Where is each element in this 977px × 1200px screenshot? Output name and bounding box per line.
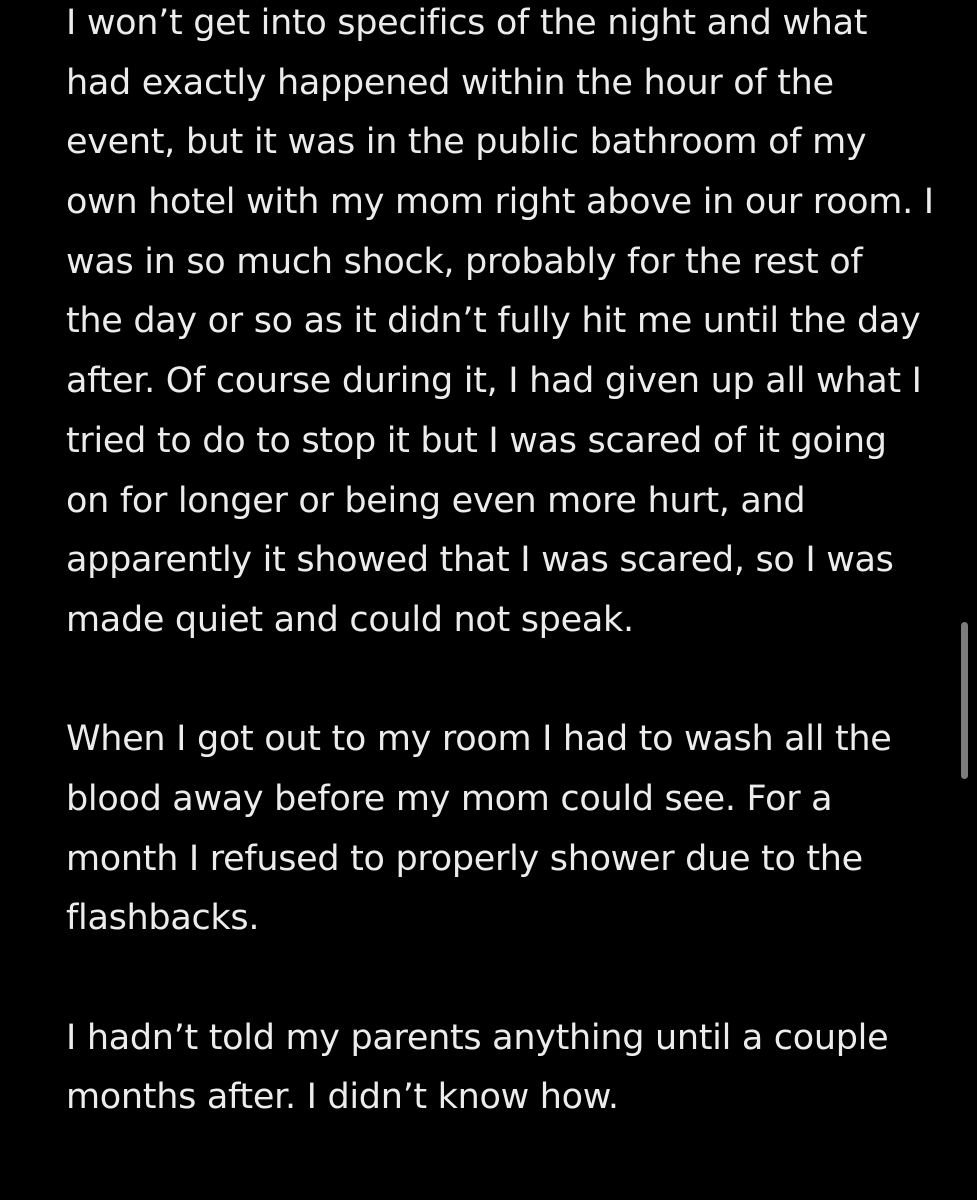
text-line: months after. I didn’t know how.	[66, 1077, 619, 1118]
text-line: made quiet and could not speak.	[66, 599, 634, 640]
paragraph-gap	[66, 949, 928, 1009]
text-line: own hotel with my mom right above in our room. I	[66, 182, 934, 223]
text-line: after. Of course during it, I had given up all what I	[66, 361, 922, 402]
text-line: When I got out to my room I had to wash all the	[66, 719, 892, 760]
text-line: I hadn’t told my parents anything until a couple	[66, 1017, 889, 1058]
text-line: the day or so as it didn’t fully hit me until the day	[66, 301, 921, 342]
text-line: had exactly happened within the hour of the	[66, 62, 834, 103]
text-line: tried to do to stop it but I was scared of it going	[66, 420, 887, 461]
scrollbar-thumb[interactable]	[961, 622, 968, 779]
text-line: flashbacks.	[66, 898, 260, 939]
text-line: event, but it was in the public bathroom of my	[66, 122, 867, 163]
note-body[interactable]	[66, 0, 934, 1128]
text-line: apparently it showed that I was scared, so I was	[66, 540, 894, 581]
paragraph-gap	[66, 651, 928, 711]
paragraph-1	[66, 0, 934, 651]
text-line: blood away before my mom could see. For a	[66, 778, 833, 819]
paragraph-2	[66, 710, 928, 949]
text-line: was in so much shock, probably for the rest of	[66, 241, 863, 282]
paragraph-3	[66, 1009, 928, 1128]
text-line: I won’t get into specifics of the night and what	[66, 3, 868, 43]
text-line: month I refused to properly shower due to the	[66, 838, 863, 879]
text-line: on for longer or being even more hurt, and	[66, 480, 806, 521]
